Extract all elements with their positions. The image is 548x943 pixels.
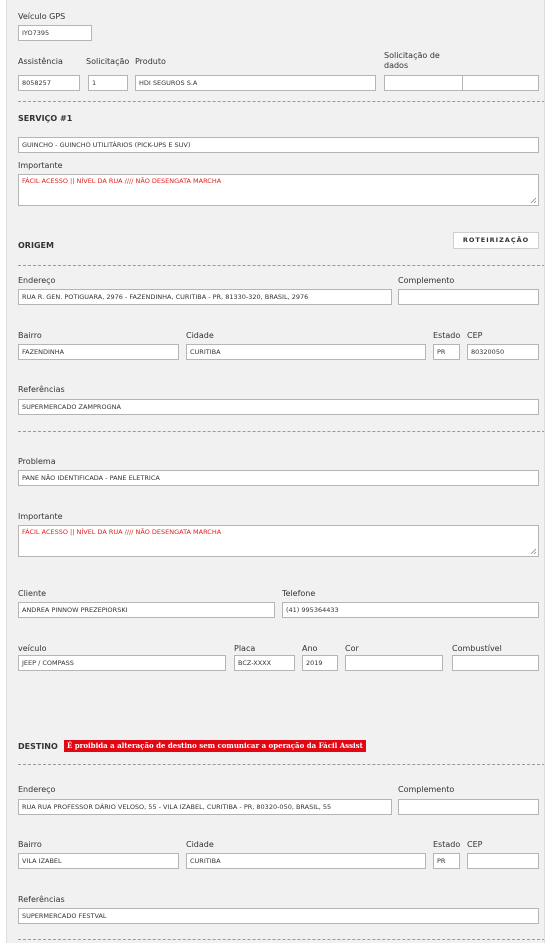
solicitacao-dados-field-1[interactable] — [384, 75, 463, 91]
origem-estado-label: Estado — [433, 331, 461, 340]
section-divider — [18, 939, 545, 940]
telefone-label: Telefone — [282, 589, 316, 598]
destino-cidade-label: Cidade — [186, 840, 214, 849]
origem-endereco-label: Endereço — [18, 276, 56, 285]
problema-field[interactable]: PANE NÃO IDENTIFICADA - PANE ELETRICA — [18, 470, 539, 486]
origem-cep-label: CEP — [467, 331, 483, 340]
roteirizacao-button[interactable]: ROTEIRIZAÇÃO — [453, 232, 539, 249]
origem-bairro-field[interactable]: FAZENDINHA — [18, 344, 179, 360]
servico-field[interactable]: GUINCHO - GUINCHO UTILITÁRIOS (PICK-UPS E SUV) — [18, 137, 539, 153]
cliente-field[interactable]: ANDREA PINNOW PREZEPIORSKI — [18, 602, 275, 618]
vehicle-gps-field[interactable]: IYO7395 — [18, 25, 92, 41]
telefone-field[interactable]: (41) 995364433 — [282, 602, 539, 618]
origem-bairro-label: Bairro — [18, 331, 42, 340]
destino-endereco-label: Endereço — [18, 785, 56, 794]
origem-endereco-field[interactable]: RUA R. GEN. POTIGUARA, 2976 - FAZENDINHA, CURITIBA - PR, 81330-320, BRASIL, 2976 — [18, 289, 392, 305]
resize-grip-icon[interactable] — [530, 548, 537, 555]
problema-label: Problema — [18, 457, 56, 466]
service-form-panel — [6, 0, 545, 943]
problema-importante-label: Importante — [18, 512, 63, 521]
ano-label: Ano — [302, 644, 318, 653]
destino-cep-field[interactable] — [467, 853, 539, 869]
origem-referencias-field[interactable]: SUPERMERCADO ZAMPROGNA — [18, 399, 539, 415]
origem-referencias-label: Referências — [18, 385, 65, 394]
destino-bairro-label: Bairro — [18, 840, 42, 849]
solicitacao-dados-label: Solicitação de dados — [384, 51, 440, 70]
origem-complemento-label: Complemento — [398, 276, 455, 285]
cor-label: Cor — [345, 644, 359, 653]
servico-importante-label: Importante — [18, 161, 63, 170]
vehicle-gps-label: Veículo GPS — [18, 12, 66, 21]
destino-endereco-field[interactable]: RUA RUA PROFESSOR DÁRIO VELOSO, 55 - VILA IZABEL, CURITIBA - PR, 80320-050, BRASIL, 55 — [18, 799, 392, 815]
assistencia-label: Assistência — [18, 57, 63, 66]
servico-importante-text: FÁCIL ACESSO || NÍVEL DA RUA //// NÃO DESENGATA MARCHA — [22, 177, 222, 185]
origem-cidade-field[interactable]: CURITIBA — [186, 344, 426, 360]
combustivel-label: Combustível — [452, 644, 502, 653]
destino-bairro-field[interactable]: VILA IZABEL — [18, 853, 179, 869]
servico-importante-textarea[interactable] — [18, 174, 539, 206]
produto-field[interactable]: HDI SEGUROS S.A — [135, 75, 376, 91]
section-divider — [18, 101, 545, 102]
destino-cidade-field[interactable]: CURITIBA — [186, 853, 426, 869]
section-divider — [18, 764, 545, 765]
destino-estado-label: Estado — [433, 840, 461, 849]
veiculo-label: veículo — [18, 644, 47, 653]
origem-complemento-field[interactable] — [398, 289, 539, 305]
destino-heading: DESTINO — [18, 742, 58, 751]
assistencia-field[interactable]: 8058257 — [18, 75, 80, 91]
produto-label: Produto — [135, 57, 166, 66]
destino-estado-field[interactable]: PR — [433, 853, 460, 869]
origem-estado-field[interactable]: PR — [433, 344, 460, 360]
destino-referencias-field[interactable]: SUPERMERCADO FESTVAL — [18, 908, 539, 924]
placa-label: Placa — [234, 644, 256, 653]
problema-importante-textarea[interactable] — [18, 525, 539, 557]
destino-warning-badge: É proibida a alteração de destino sem comunicar a operação da Fácil Assist — [64, 740, 366, 752]
section-divider — [18, 431, 545, 432]
placa-field[interactable]: BCZ-XXXX — [234, 655, 295, 671]
veiculo-field[interactable]: JEEP / COMPASS — [18, 655, 226, 671]
ano-field[interactable]: 2019 — [302, 655, 338, 671]
cor-field[interactable] — [345, 655, 443, 671]
destino-complemento-label: Complemento — [398, 785, 455, 794]
destino-complemento-field[interactable] — [398, 799, 539, 815]
section-divider — [18, 265, 545, 266]
origem-cidade-label: Cidade — [186, 331, 214, 340]
solicitacao-label: Solicitação — [86, 57, 130, 66]
solicitacao-dados-field-2[interactable] — [462, 75, 539, 91]
resize-grip-icon[interactable] — [530, 197, 537, 204]
combustivel-field[interactable] — [452, 655, 539, 671]
servico-heading: SERVIÇO #1 — [18, 114, 73, 123]
cliente-label: Cliente — [18, 589, 47, 598]
origem-heading: ORIGEM — [18, 241, 54, 250]
destino-cep-label: CEP — [467, 840, 483, 849]
solicitacao-field[interactable]: 1 — [88, 75, 128, 91]
problema-importante-text: FÁCIL ACESSO || NÍVEL DA RUA //// NÃO DESENGATA MARCHA — [22, 528, 222, 536]
destino-referencias-label: Referências — [18, 895, 65, 904]
origem-cep-field[interactable]: 80320050 — [467, 344, 539, 360]
